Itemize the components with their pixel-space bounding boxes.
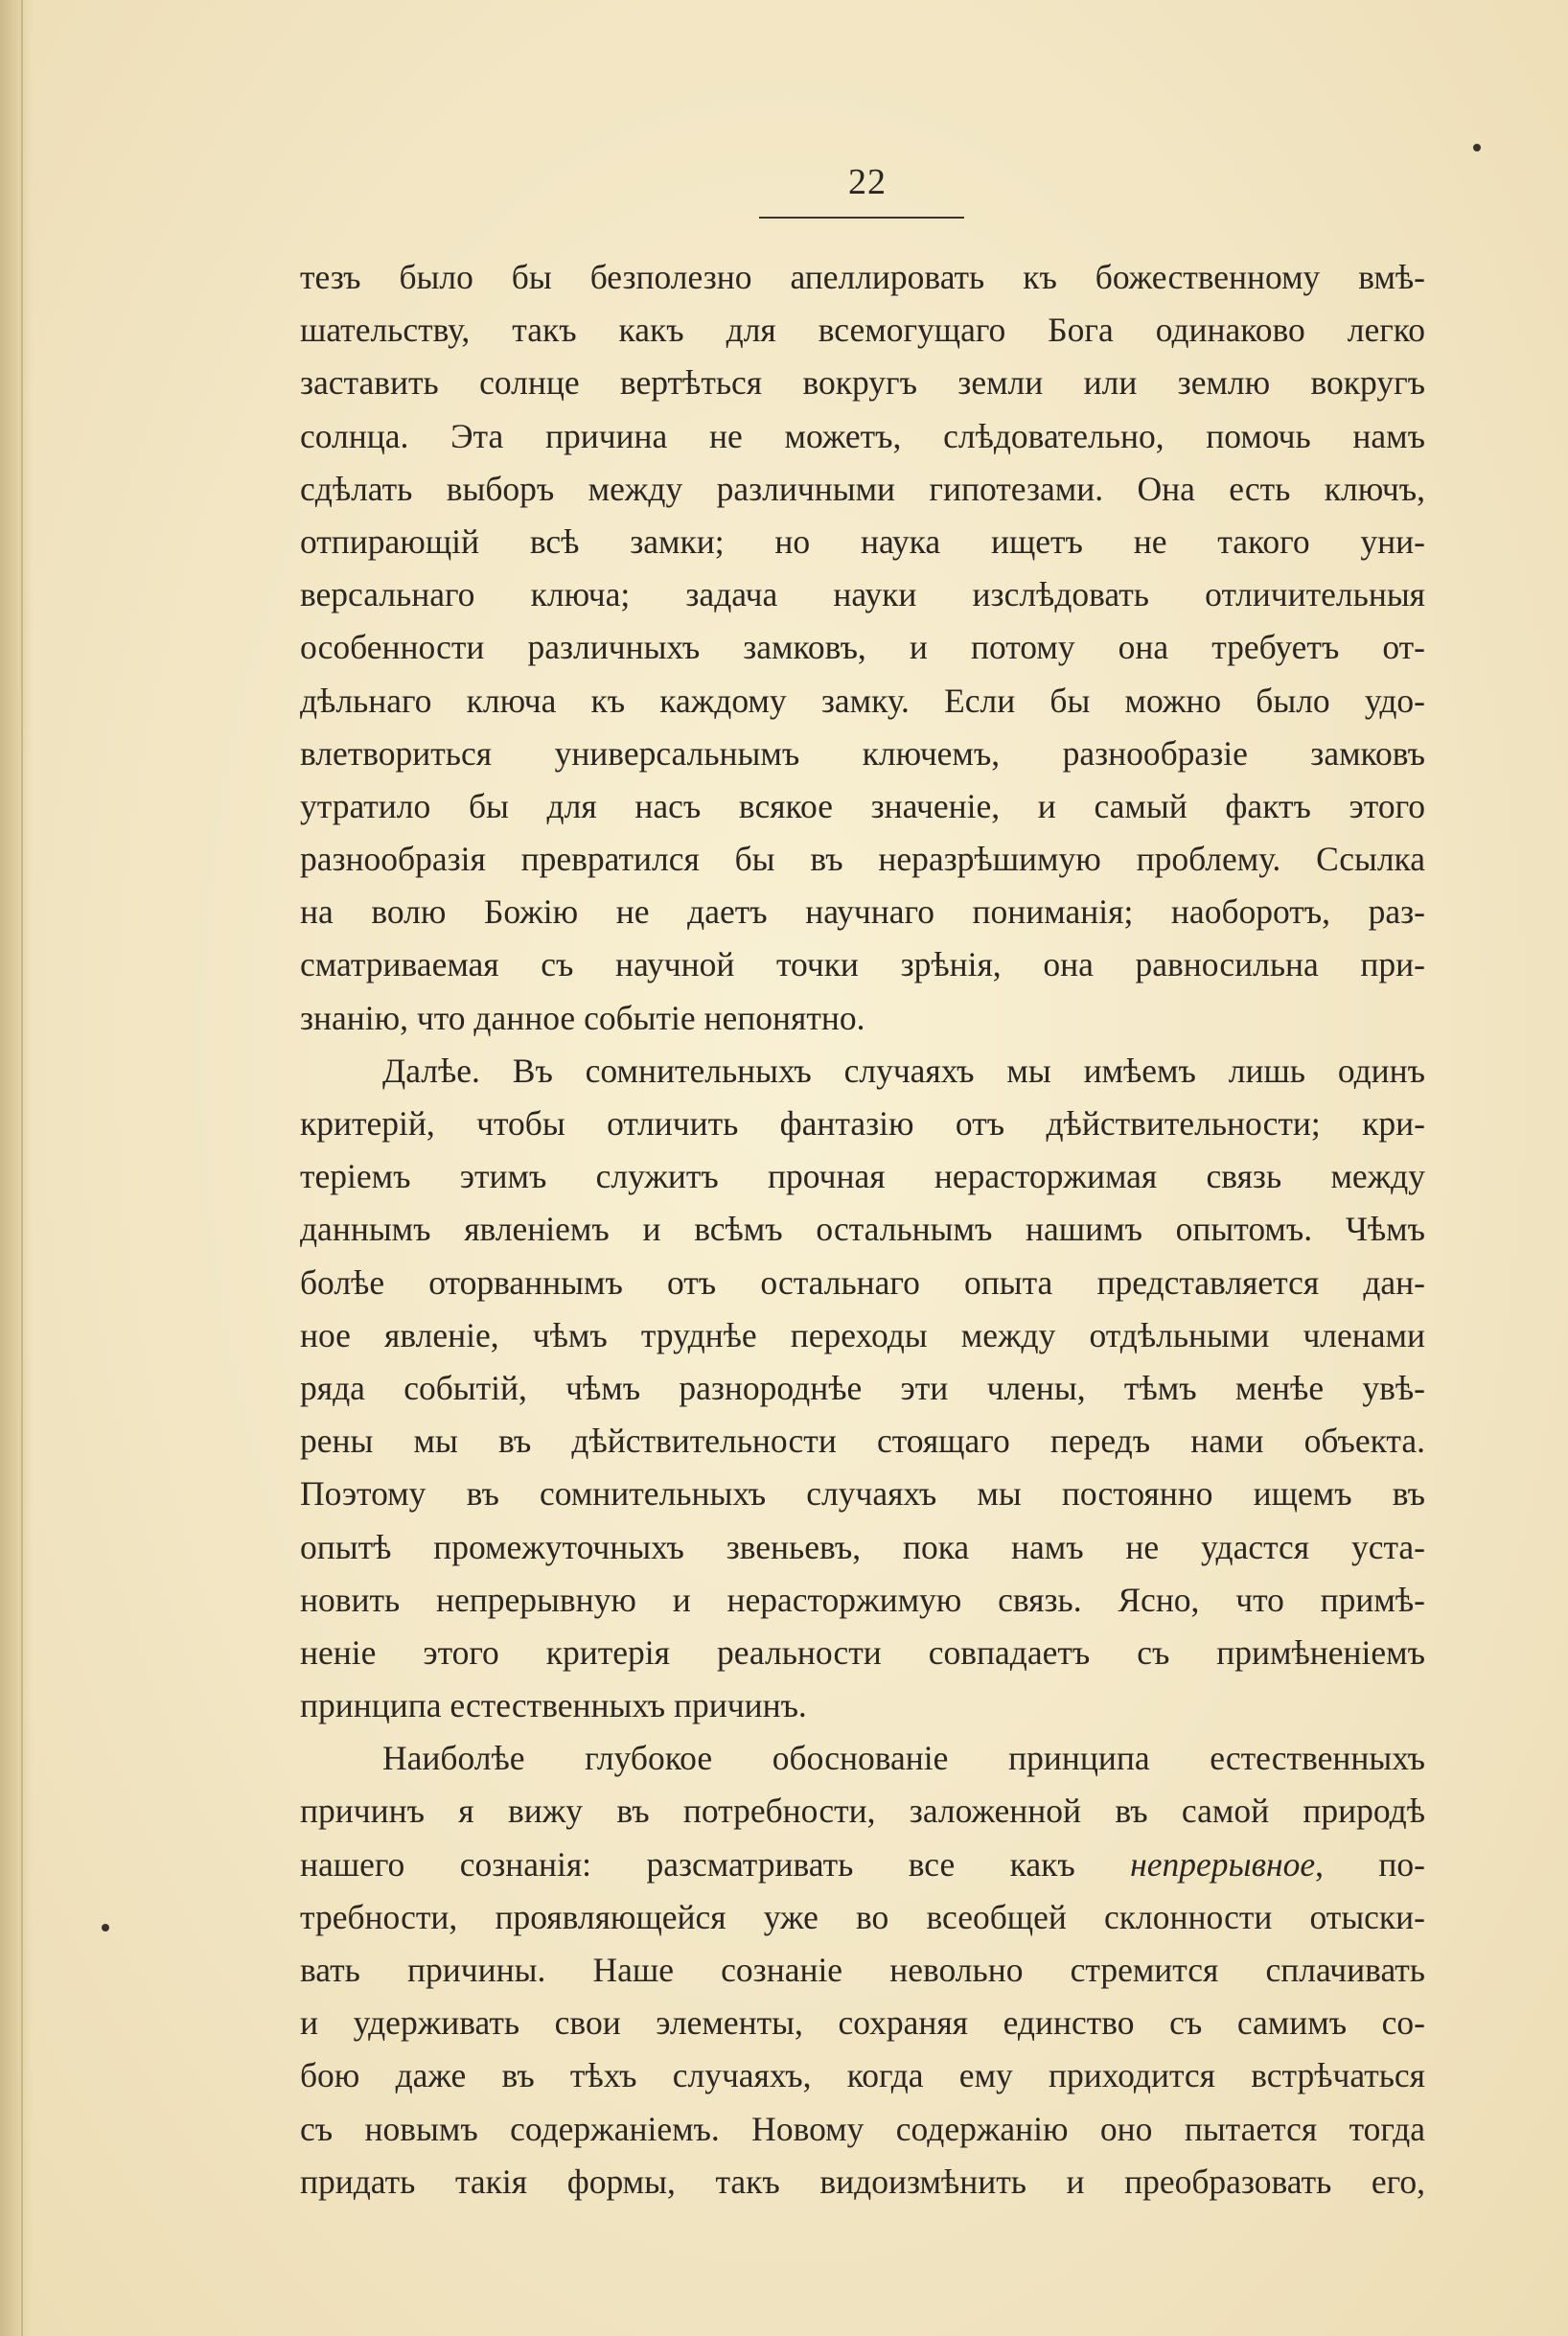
- emphasis-word: непрерывное: [1130, 1844, 1316, 1884]
- text-line: и удерживать свои элементы, сохраняя единство съ самимъ со-: [300, 2003, 1425, 2043]
- text-line: сматриваемая съ научной точки зрѣнія, она равносильна при-: [300, 945, 1425, 984]
- text-line: придать такія формы, такъ видоизмѣнить и преобразовать его,: [300, 2162, 1425, 2201]
- text-line: особенности различныхъ замковъ, и потому она требуетъ от-: [300, 628, 1425, 667]
- text-line: ное явленіе, чѣмъ труднѣе переходы между отдѣльными членами: [300, 1315, 1425, 1354]
- text-line: причинъ я вижу въ потребности, заложенной въ самой природѣ: [300, 1792, 1425, 1831]
- text-line: требности, проявляющейся уже во всеобщей склонности отыски-: [300, 1897, 1425, 1936]
- text-line-paragraph-start: Далѣе. Въ сомнительныхъ случаяхъ мы имѣемъ лишь одинъ: [382, 1051, 1425, 1090]
- text-line: болѣе оторваннымъ отъ остальнаго опыта представляется дан-: [300, 1262, 1425, 1302]
- text-line: неніе этого критерія реальности совпадаетъ съ примѣненіемъ: [300, 1632, 1425, 1672]
- text-line: дѣльнаго ключа къ каждому замку. Если бы можно было удо-: [300, 681, 1425, 720]
- text-line: шательству, такъ какъ для всемогущаго Бога одинаково легко: [300, 311, 1425, 350]
- text-line: влетвориться универсальнымъ ключемъ, разнообразіе замковъ: [300, 733, 1425, 773]
- text-line: теріемъ этимъ служитъ прочная нерасторжимая связь между: [300, 1157, 1425, 1196]
- page-number: 22: [848, 162, 887, 202]
- page-number-rule: [759, 217, 964, 219]
- ink-speck: [1473, 144, 1481, 151]
- gutter-edge-line: [21, 0, 23, 2336]
- text-line: вать причины. Наше сознаніе невольно стремится сплачивать: [300, 1951, 1425, 1989]
- text-line: опытѣ промежуточныхъ звеньевъ, пока намъ не удастся уста-: [300, 1527, 1425, 1566]
- text-line: сдѣлать выборъ между различными гипотезами. Она есть ключъ,: [300, 469, 1425, 508]
- text-line: солнца. Эта причина не можетъ, слѣдовательно, помочь намъ: [300, 416, 1425, 455]
- text-line: рены мы въ дѣйствительности стоящаго передъ нами объекта.: [300, 1422, 1425, 1461]
- text-line-with-emphasis: [300, 1839, 1425, 1891]
- text-line: утратило бы для насъ всякое значеніе, и самый фактъ этого: [300, 786, 1425, 825]
- text-line: критерій, чтобы отличить фантазію отъ дѣйствительности; кри-: [300, 1104, 1425, 1143]
- text-line-paragraph-end: знанію, что данное событіе непонятно.: [300, 998, 865, 1037]
- text-line: версальнаго ключа; задача науки изслѣдовать отличительныя: [300, 575, 1425, 614]
- text-segment: , по-: [1315, 1844, 1425, 1884]
- text-line: заставить солнце вертѣться вокругъ земли или землю вокругъ: [300, 363, 1425, 403]
- text-line: Поэтому въ сомнительныхъ случаяхъ мы постоянно ищемъ въ: [300, 1474, 1425, 1514]
- body-text: [300, 251, 1425, 2209]
- text-line: отпирающій всѣ замки; но наука ищетъ не такого уни-: [300, 521, 1425, 561]
- text-line: новить непрерывную и нерасторжимую связь. Ясно, что примѣ-: [300, 1580, 1425, 1619]
- text-line: разнообразія превратился бы въ неразрѣшимую проблему. Ссылка: [300, 840, 1425, 879]
- page-gutter: [0, 0, 33, 2336]
- text-line-paragraph-start: Наиболѣе глубокое обоснованіе принципа естественныхъ: [382, 1739, 1425, 1778]
- ink-speck: [102, 1924, 109, 1931]
- text-line: даннымъ явленіемъ и всѣмъ остальнымъ нашимъ опытомъ. Чѣмъ: [300, 1210, 1425, 1249]
- text-line-paragraph-end: принципа естественныхъ причинъ.: [300, 1686, 807, 1725]
- text-line: тезъ было бы безполезно апеллировать къ божественному вмѣ-: [300, 258, 1425, 296]
- text-line: на волю Божію не даетъ научнаго пониманія; наоборотъ, раз-: [300, 892, 1425, 932]
- text-line: бою даже въ тѣхъ случаяхъ, когда ему приходится встрѣчаться: [300, 2056, 1425, 2095]
- text-line: ряда событій, чѣмъ разнороднѣе эти члены, тѣмъ менѣе увѣ-: [300, 1368, 1425, 1407]
- text-segment: нашего сознанія: разсматривать все какъ: [300, 1844, 1131, 1884]
- text-line: съ новымъ содержаніемъ. Новому содержанію оно пытается тогда: [300, 2109, 1425, 2148]
